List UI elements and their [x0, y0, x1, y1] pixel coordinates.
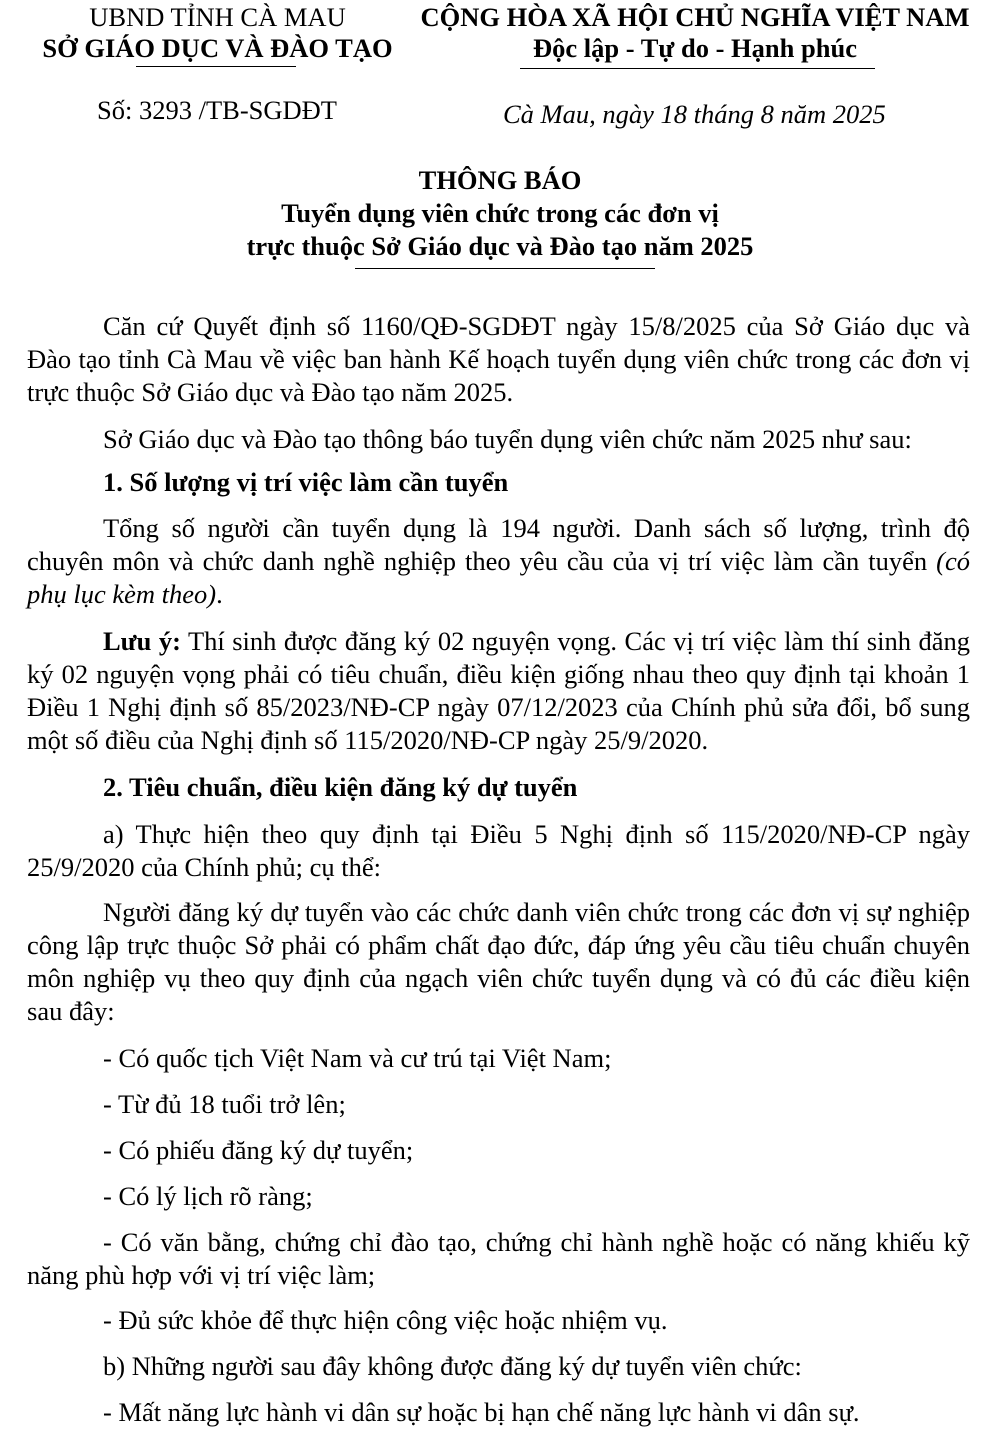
department-name: SỞ GIÁO DỤC VÀ ĐÀO TẠO [42, 33, 393, 63]
section-heading-1: 1. Số lượng vị trí việc làm cần tuyển [103, 467, 509, 497]
list-item-exclusion: - Mất năng lực hành vi dân sự hoặc bị hạn chế năng lực hành vi dân sự. [103, 1397, 860, 1427]
document-title: THÔNG BÁO [418, 165, 582, 195]
paragraph-quantity [27, 512, 970, 611]
paragraph-note [27, 625, 970, 757]
paragraph-legal-basis: Căn cứ Quyết định số 1160/QĐ-SGDĐT ngày 15/8/2025 của Sở Giáo dục và Đào tạo tỉnh Cà Mau về việc ban hành Kế hoạch tuyển dụng viên chức trong các đơn vị trực thuộc Sở Giáo dục và Đào tạo năm 2025. [27, 311, 970, 407]
document-number: Số: 3293 /TB-SGDĐT [97, 95, 337, 125]
section-heading-2: 2. Tiêu chuẩn, điều kiện đăng ký dự tuyển [103, 772, 578, 802]
paragraph-announcement: Sở Giáo dục và Đào tạo thông báo tuyển dụng viên chức năm 2025 như sau: [103, 424, 912, 454]
list-item: - Từ đủ 18 tuổi trở lên; [103, 1089, 346, 1119]
quantity-text: Tổng số người cần tuyển dụng là 194 người. Danh sách số lượng, trình độ chuyên môn và chức danh nghề nghiệp theo yêu cầu của vị trí việc làm cần tuyển [27, 513, 970, 576]
title-underline [355, 268, 655, 269]
list-item: - Có lý lịch rõ ràng; [103, 1181, 313, 1211]
national-title: CỘNG HÒA XÃ HỘI CHỦ NGHĨA VIỆT NAM [420, 2, 970, 32]
paragraph-regulation: a) Thực hiện theo quy định tại Điều 5 Nghị định số 115/2020/NĐ-CP ngày 25/9/2020 của Chính phủ; cụ thể: [27, 819, 970, 882]
list-item-health: - Đủ sức khỏe để thực hiện công việc hoặc nhiệm vụ. [103, 1305, 668, 1335]
list-item: - Có phiếu đăng ký dự tuyển; [103, 1135, 414, 1165]
list-item: - Có quốc tịch Việt Nam và cư trú tại Việt Nam; [103, 1043, 612, 1073]
motto-underline [520, 68, 875, 69]
document-subtitle-line1: Tuyển dụng viên chức trong các đơn vị [281, 198, 719, 228]
quantity-period: . [216, 579, 223, 609]
note-label: Lưu ý: [103, 626, 181, 656]
list-item-qualifications: - Có văn bằng, chứng chỉ đào tạo, chứng chỉ hành nghề hoặc có năng khiếu kỹ năng phù hợp với vị trí việc làm; [27, 1227, 970, 1290]
national-motto: Độc lập - Tự do - Hạnh phúc [533, 33, 857, 63]
note-text: Thí sinh được đăng ký 02 nguyện vọng. Các vị trí việc làm thí sinh đăng ký 02 nguyện vọng phải có tiêu chuẩn, điều kiện giống nhau theo quy định tại khoản 1 Điều 1 Nghị định số 85/2023/NĐ-CP ngày 07/12/2023 của Chính phủ sửa đổi, bổ sung một số điều của Nghị định số 115/2020/NĐ-CP ngày 25/9/2020. [27, 626, 970, 755]
appendix-note: (có phụ lục kèm theo) [27, 546, 970, 609]
paragraph-exclusions: b) Những người sau đây không được đăng ký dự tuyển viên chức: [103, 1351, 802, 1381]
agency-name: UBND TỈNH CÀ MAU [89, 2, 346, 32]
document-subtitle-line2: trực thuộc Sở Giáo dục và Đào tạo năm 2025 [246, 231, 754, 261]
department-underline [136, 66, 296, 67]
document-date: Cà Mau, ngày 18 tháng 8 năm 2025 [503, 99, 886, 129]
paragraph-requirements: Người đăng ký dự tuyển vào các chức danh viên chức trong các đơn vị sự nghiệp công lập trực thuộc Sở phải có phẩm chất đạo đức, đáp ứng yêu cầu tiêu chuẩn chuyên môn nghiệp vụ theo quy định của ngạch viên chức tuyển dụng và có đủ các điều kiện sau đây: [27, 897, 970, 1026]
